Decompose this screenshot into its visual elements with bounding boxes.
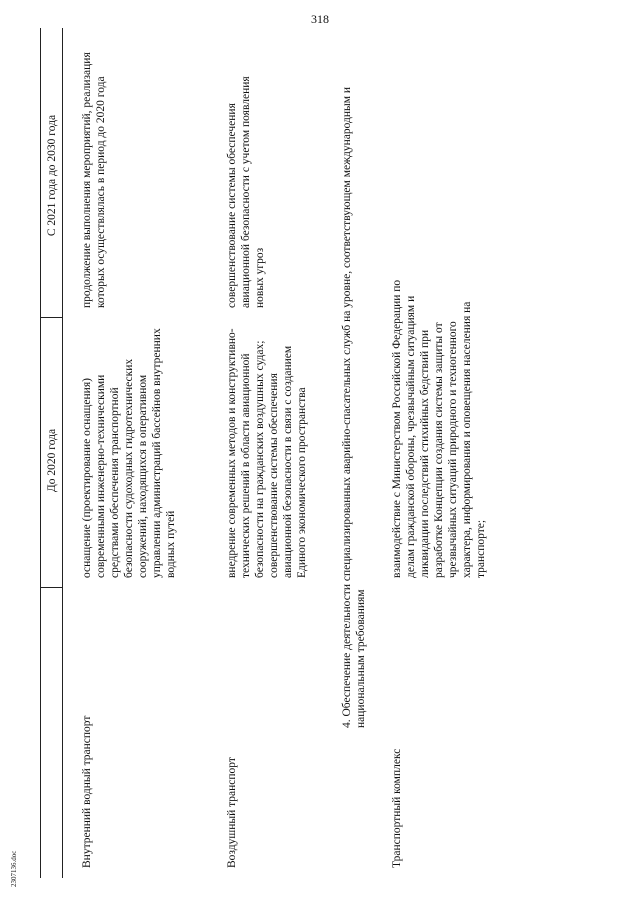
row-label-transport-complex: Транспортный комплекс <box>391 748 403 868</box>
section-4-title: 4. Обеспечение деятельности специализированных аварийно-спасательных служб на уровне, соответствующем международным и национальным требованиям <box>341 86 367 728</box>
row-label-inland-water: Внутренний водный транспорт <box>81 715 93 868</box>
row-3-col-2: взаимодействие с Министерством Российской Федерации по делам гражданской обороны, чрезвычайным ситуациям и ликвидации последствий стихийных бедствий при разработке Концепции создания системы защиты от чрезвычайных ситуаций природного и техногенного характера, информирования и оповещения населения на транспорте; <box>391 279 487 578</box>
header-separator-1 <box>40 587 62 588</box>
row-label-air-transport: Воздушный транспорт <box>226 756 238 868</box>
header-separator-2 <box>40 317 62 318</box>
header-col-2: До 2020 года <box>46 428 58 492</box>
row-1-col-3: продолжение выполнения мероприятий, реализация которых осуществлялась в период до 2020 года <box>81 51 107 308</box>
table-top-border <box>40 28 41 878</box>
header-bottom-border <box>62 28 63 878</box>
row-2-col-2: внедрение современных методов и конструктивно-технических решений в области авиационной безопасности на гражданских воздушных судах; совершенствование системы обеспечения авиационной безопасности в связи с созданием Единого экономического пространства <box>226 327 308 578</box>
row-1-col-2: оснащение (проектирование оснащения) современными инженерно-техническими средствами обеспечения транспортной безопасности судоходных гидротехнических сооружений, находящихся в оперативном управлении администраций бассейнов внутренних водных путей <box>81 327 177 578</box>
document-code: 2307136.doc <box>10 850 18 887</box>
rotated-table-page <box>40 28 600 878</box>
table <box>40 28 600 878</box>
row-2-col-3: совершенствование системы обеспечения авиационной безопасности с учетом появления новых угроз <box>226 75 266 308</box>
page-number: 318 <box>311 12 329 26</box>
header-col-3: С 2021 года до 2030 года <box>46 114 58 236</box>
